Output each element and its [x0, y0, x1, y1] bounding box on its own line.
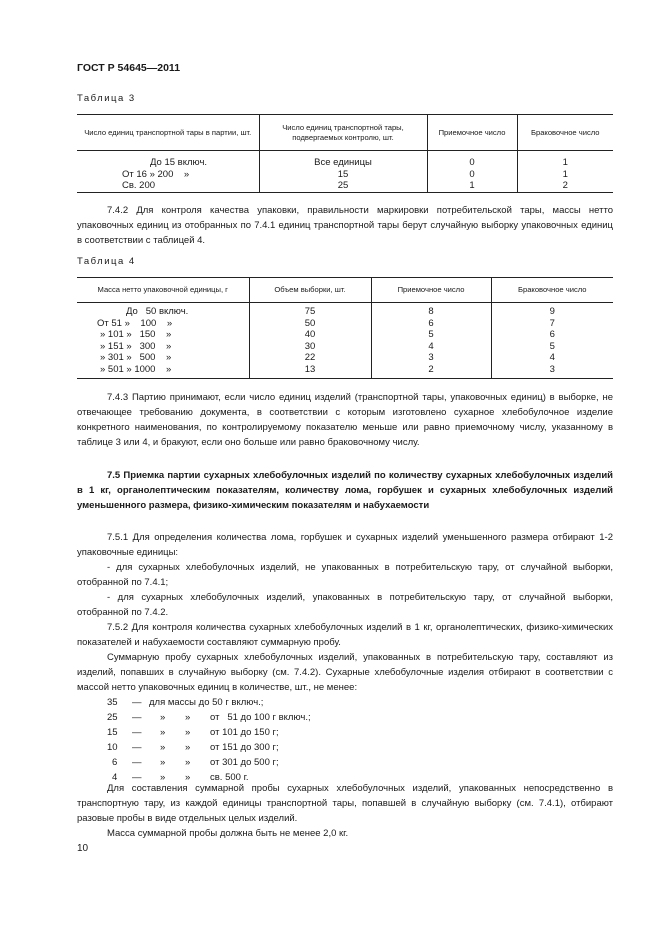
table-cell: 0 [469, 168, 475, 180]
ditto: » [160, 712, 166, 723]
table-cell: До 50 включ. [126, 306, 189, 317]
table-cell: » 501 » 1000 » [100, 363, 172, 375]
mass-list [77, 695, 377, 785]
dash: — [132, 712, 142, 723]
page-number: 10 [77, 843, 89, 854]
table-cell: От 16 » 200 » [122, 168, 190, 180]
table-cell: До 15 включ. [150, 157, 208, 168]
table-cell: 4 [549, 352, 555, 363]
table-cell: 4 [428, 340, 434, 352]
table4-header-3: Приемочное число [371, 278, 491, 303]
table-cell: Все единицы [314, 157, 372, 168]
ditto: » [160, 772, 166, 783]
paragraph-7-5-1-item-b: - для сухарных хлебобулочных изделий, упакованных в потребительскую тару, от случайной выборки, отобранной по 7.4.2. [77, 592, 613, 618]
count: 10 [107, 742, 118, 753]
table3-header-4: Браковочное число [517, 115, 613, 151]
table-cell: 25 [337, 180, 349, 191]
condition: св. 500 г. [210, 772, 249, 783]
paragraph-7-4-3: 7.4.3 Партию принимают, если число единиц изделий (транспортной тары, упаковочных единиц) в выборке, не отвечающее требованию документа, в соответствии с которым изготовлено сухарное хлебобулочное изделие конкретного наименования, по контролируемому показателю меньше или равно приемочному числу, указанному в таблице 3 или 4, и бракуют, если оно больше или равно браковочному числу. [77, 392, 613, 448]
paragraph-7-5-1: 7.5.1 Для определения количества лома, горбушек и сухарных изделий уменьшенного размера отбирают 1-2 упаковочные единицы: [77, 532, 613, 558]
table-cell: 5 [428, 329, 434, 340]
table-cell: 13 [304, 363, 316, 375]
table-cell: 50 [304, 317, 316, 329]
paragraph-7-5-1-item-a: - для сухарных хлебобулочных изделий, не упакованных в потребительскую тару, от случайной выборки, отобранной по 7.4.1; [77, 562, 613, 588]
table-cell: 0 [469, 157, 475, 168]
table4-header-2: Объем выборки, шт. [249, 278, 371, 303]
dash: — [132, 757, 142, 768]
table-cell: Св. 200 [122, 180, 156, 191]
table-row [77, 303, 613, 379]
list-item [77, 740, 377, 755]
table3 [77, 114, 613, 193]
ditto: » [160, 757, 166, 768]
paragraph-7-4-2: 7.4.2 Для контроля качества упаковки, правильности маркировки потребительской тары, массы нетто упаковочных единиц из отобранных по 7.4.1 единиц транспортной тары берут случайную выборку упаковочных единиц в соответствии с таблицей 4. [77, 205, 613, 246]
table-cell: 6 [428, 317, 434, 329]
count: 4 [112, 772, 118, 783]
count: 15 [107, 727, 118, 738]
ditto: » [160, 742, 166, 753]
table-cell: 2 [562, 180, 568, 191]
ditto: » [185, 757, 191, 768]
table-cell: От 51 » 100 » [97, 317, 173, 329]
condition: от 101 до 150 г; [210, 727, 279, 738]
table-cell: » 101 » 150 » [100, 329, 172, 340]
table-cell: 5 [549, 340, 555, 352]
table-cell: 75 [304, 306, 316, 317]
count: 35 [107, 697, 118, 708]
table4-header-1: Масса нетто упаковочной единицы, г [77, 278, 249, 303]
dash: — [132, 727, 142, 738]
table4-header-4: Браковочное число [491, 278, 613, 303]
list-item [77, 755, 377, 770]
table-cell: 1 [562, 168, 568, 180]
table-cell: 40 [304, 329, 316, 340]
list-item [77, 695, 377, 710]
table4-caption: Таблица 4 [77, 256, 136, 267]
table3-header-2: Число единиц транспортной тары, подвергаемых контролю, шт. [259, 115, 427, 151]
table-cell: » 301 » 500 » [100, 352, 172, 363]
section-heading-7-5: 7.5 Приемка партии сухарных хлебобулочных изделий по количеству сухарных хлебобулочных изделий в 1 кг, органолептическим показателям, количеству лома, горбушек и сухарных хлебобулочных изделий уменьшенного размера, физико-химическим показателям и набухаемости [77, 470, 613, 511]
table-cell: 30 [304, 340, 316, 352]
table-row [77, 151, 613, 193]
condition: от 51 до 100 г включ.; [210, 712, 311, 723]
table-cell: 1 [469, 180, 475, 191]
count: 25 [107, 712, 118, 723]
table-cell: » 151 » 300 » [100, 340, 172, 352]
table3-header-3: Приемочное число [427, 115, 517, 151]
ditto: » [185, 742, 191, 753]
table4 [77, 277, 613, 379]
dash: — [132, 697, 142, 708]
paragraph-sample-mass: Масса суммарной пробы должна быть не менее 2,0 кг. [107, 828, 349, 839]
table-cell: 15 [337, 168, 349, 180]
list-item [77, 710, 377, 725]
table-cell: 2 [428, 363, 434, 375]
paragraph-7-5-2: 7.5.2 Для контроля количества сухарных хлебобулочных изделий в 1 кг, органолептических, физико-химических показателей и набухаемости составляют суммарную пробу. [77, 622, 613, 648]
paragraph-7-5-2-sample: Суммарную пробу сухарных хлебобулочных изделий, упакованных в потребительскую тару, составляют из изделий, попавших в случайную выборку (см. 7.4.2). Сухарные хлебобулочные изделия отбирают в соответствии с массой нетто упаковочных единиц в количестве, шт., не менее: [77, 652, 613, 693]
list-item [77, 725, 377, 740]
dash: — [132, 742, 142, 753]
ditto: » [185, 772, 191, 783]
document-header: ГОСТ Р 54645—2011 [77, 62, 181, 74]
table-cell: 7 [549, 317, 555, 329]
table3-header-1: Число единиц транспортной тары в партии, шт. [77, 115, 259, 151]
ditto: » [160, 727, 166, 738]
table-cell: 8 [428, 306, 434, 317]
table-cell: 22 [304, 352, 316, 363]
table-cell: 1 [562, 157, 568, 168]
table-cell: 3 [549, 363, 555, 375]
condition: от 151 до 300 г; [210, 742, 279, 753]
condition: от 301 до 500 г; [210, 757, 279, 768]
paragraph-sample-transport: Для составления суммарной пробы сухарных хлебобулочных изделий, упакованных непосредственно в транспортную тару, из каждой единицы транспортной тары, попавшей в случайную выборку (см. 7.4.1), отбирают разовые пробы в виде отдельных целых изделий. [77, 783, 613, 824]
table-cell: 3 [428, 352, 434, 363]
table-cell: 6 [549, 329, 555, 340]
dash: — [132, 772, 142, 783]
ditto: » [185, 712, 191, 723]
table3-caption: Таблица 3 [77, 93, 136, 104]
condition: для массы до 50 г включ.; [149, 697, 264, 708]
table-cell: 9 [549, 306, 555, 317]
ditto: » [185, 727, 191, 738]
count: 6 [112, 757, 118, 768]
